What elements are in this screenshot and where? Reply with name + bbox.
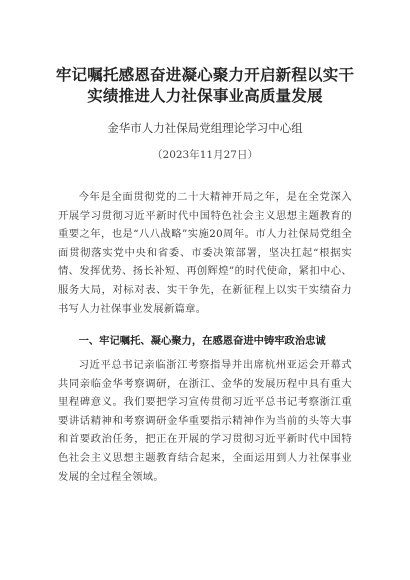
section-heading: 一、牢记嘱托、凝心聚力，在感恩奋进中铸牢政治忠诚 bbox=[78, 335, 326, 347]
document-date: （2023年11月27日） bbox=[152, 149, 258, 161]
author-organization: 金华市人力社保局党组理论学习中心组 bbox=[107, 121, 303, 135]
section-paragraph: 习近平总书记亲临浙江考察指导并出席杭州亚运会开幕式共同亲临金华考察调研，在浙江、金华的发展历程中具有重大里程碑意义。我们要把学习宣传贯彻习近平总书记考察浙江重要讲话精神和考察调研金华重要指示精神作为当前的头等大事和首要政治任务，把正在开展的学习贯彻习近平新时代中国特色社会主义思想主题教育结合起来，全面运用到人力社保事业发展的全过程全领域。 bbox=[58, 359, 352, 483]
intro-paragraph: 今年是全面贯彻党的二十大精神开局之年，是在全党深入开展学习贯彻习近平新时代中国特色社会主义思想主题教育的重要之年，也是“八八战略”实施20周年。市人力社保局党组全面贯彻落实党中央和省委、市委决策部署，坚决扛起“根据实情、发挥优势、扬长补短、再创辉煌”的时代使命，紧扣中心、服务大局，对标对表、实干争先，在新征程上以实干实绩奋力书写人力社保事业发展新篇章。 bbox=[58, 191, 352, 315]
document-title: 牢记嘱托感恩奋进凝心聚力开启新程以实干实绩推进人力社保事业高质量发展 bbox=[55, 65, 355, 105]
